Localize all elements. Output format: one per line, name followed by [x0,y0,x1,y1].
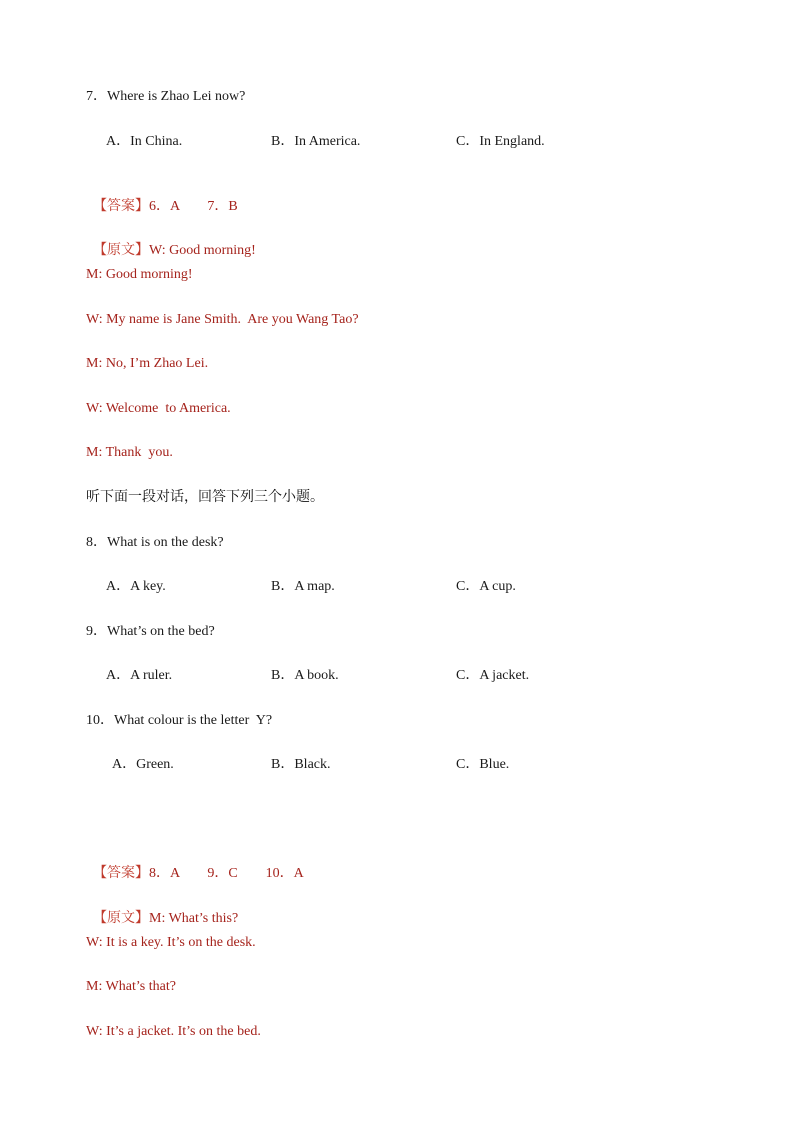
transcript-line: W: My name is Jane Smith. Are you Wang Tao? [86,312,359,327]
transcript-line: M: What’s that? [86,979,176,994]
answer-tag: 【答案】 [93,865,149,881]
transcript-line: M: Thank you. [86,445,173,460]
q9-option-b: B．A book. [271,668,339,683]
question-8: 8．What is on the desk? [86,535,224,550]
question-9: 9．What’s on the bed? [86,624,215,639]
q10-option-a: A．Green. [112,757,174,772]
q7-option-b: B．In America. [271,134,361,149]
q9-option-a: A．A ruler. [106,668,173,683]
transcript-line: W: It’s a jacket. It’s on the bed. [86,1024,261,1039]
q10-option-c: C．Blue. [456,757,510,772]
q7-option-c: C．In England. [456,134,545,149]
q8-option-c: C．A cup. [456,579,516,594]
answer-text: 6．A 7．B [149,199,238,214]
transcript-line: M: What’s this? [149,911,239,926]
q8-option-b: B．A map. [271,579,335,594]
answer-block-1 [86,176,238,217]
transcript-tag: 【原文】 [93,910,149,926]
transcript-line: M: Good morning! [86,267,193,282]
section-instruction: 听下面一段对话，回答下列三个小题。 [86,489,324,505]
transcript-line: M: No, I’m Zhao Lei. [86,356,209,371]
q9-option-c: C．A jacket. [456,668,530,683]
transcript-block-1 [86,220,256,261]
answer-tag: 【答案】 [93,198,149,214]
transcript-tag: 【原文】 [93,242,149,258]
q8-option-a: A．A key. [106,579,166,594]
transcript-block-2 [86,888,238,929]
q7-option-a: A．In China. [106,134,183,149]
question-7: 7．Where is Zhao Lei now? [86,89,246,104]
transcript-line: W: It is a key. It’s on the desk. [86,935,256,950]
answer-block-2 [86,843,304,884]
transcript-line: W: Good morning! [149,243,256,258]
question-10: 10．What colour is the letter Y? [86,713,273,728]
answer-text: 8．A 9．C 10．A [149,866,304,881]
q10-option-b: B．Black. [271,757,331,772]
transcript-line: W: Welcome to America. [86,401,231,416]
